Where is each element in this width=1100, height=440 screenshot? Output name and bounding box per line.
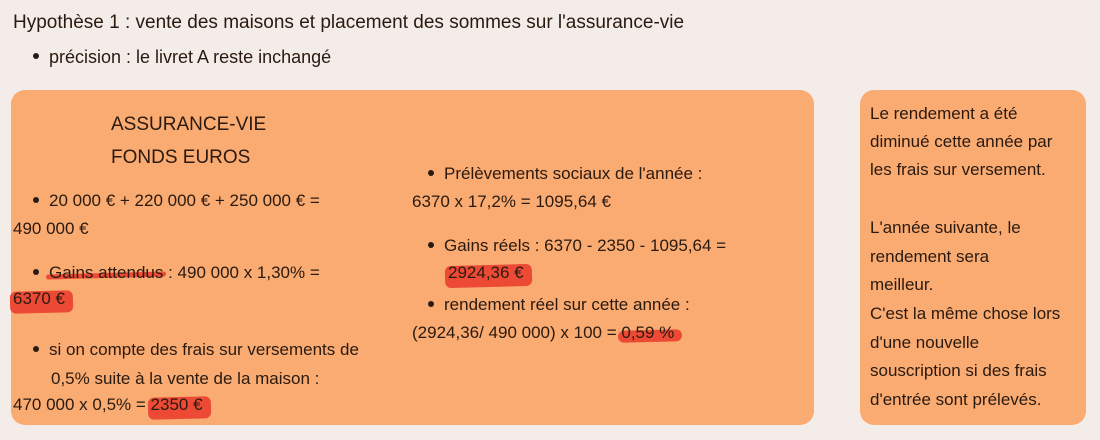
gains-attendus-line bbox=[33, 262, 320, 284]
gains-reels-value: 2924,36 € bbox=[448, 263, 524, 282]
note-line: d'entrée sont prélevés. bbox=[870, 390, 1042, 409]
rendement-value: 0,59 % bbox=[621, 323, 675, 342]
rendement-calc bbox=[412, 322, 674, 344]
note-line: d'une nouvelle bbox=[870, 333, 980, 352]
frais-line-2: 0,5% suite à la vente de la maison : bbox=[51, 369, 320, 388]
gains-attendus-label: Gains attendus bbox=[49, 263, 164, 282]
note-line: diminué cette année par bbox=[870, 132, 1053, 151]
gains-reels-line: Gains réels : 6370 - 2350 - 1095,64 = bbox=[428, 235, 726, 257]
note-line: rendement sera bbox=[870, 247, 990, 266]
page-title: Hypothèse 1 : vente des maisons et placement des sommes sur l'assurance-vie bbox=[13, 12, 685, 33]
note-line: Le rendement a été bbox=[870, 104, 1018, 123]
prelevements-line: Prélèvements sociaux de l'année : bbox=[428, 163, 702, 185]
heading-assurance-vie: ASSURANCE-VIE bbox=[111, 114, 267, 135]
heading-fonds-euros: FONDS EUROS bbox=[111, 147, 251, 168]
note-line: meilleur. bbox=[870, 275, 934, 294]
gains-attendus-value: 6370 € bbox=[13, 289, 65, 308]
sum-line: 20 000 € + 220 000 € + 250 000 € = bbox=[33, 190, 320, 212]
note-line: les frais sur versement. bbox=[870, 160, 1046, 179]
note-line: L'année suivante, le bbox=[870, 218, 1021, 237]
rendement-formula: (2924,36/ 490 000) x 100 = bbox=[412, 323, 622, 342]
rendement-line: rendement réel sur cette année : bbox=[428, 294, 690, 316]
gains-reels-result bbox=[448, 262, 524, 284]
precision-note: précision : le livret A reste inchangé bbox=[33, 46, 331, 68]
frais-formula: 470 000 x 0,5% = bbox=[13, 395, 151, 414]
note-line: C'est la même chose lors bbox=[870, 304, 1061, 323]
frais-value: 2350 € bbox=[150, 395, 203, 414]
frais-calc bbox=[13, 394, 203, 416]
prelevements-calc: 6370 x 17,2% = 1095,64 € bbox=[412, 192, 611, 211]
sum-total: 490 000 € bbox=[13, 219, 89, 238]
note-line: souscription si des frais bbox=[870, 361, 1047, 380]
gains-attendus-result bbox=[13, 288, 65, 310]
gains-attendus-formula: : 490 000 x 1,30% = bbox=[163, 263, 320, 282]
frais-line: si on compte des frais sur versements de bbox=[33, 339, 359, 361]
